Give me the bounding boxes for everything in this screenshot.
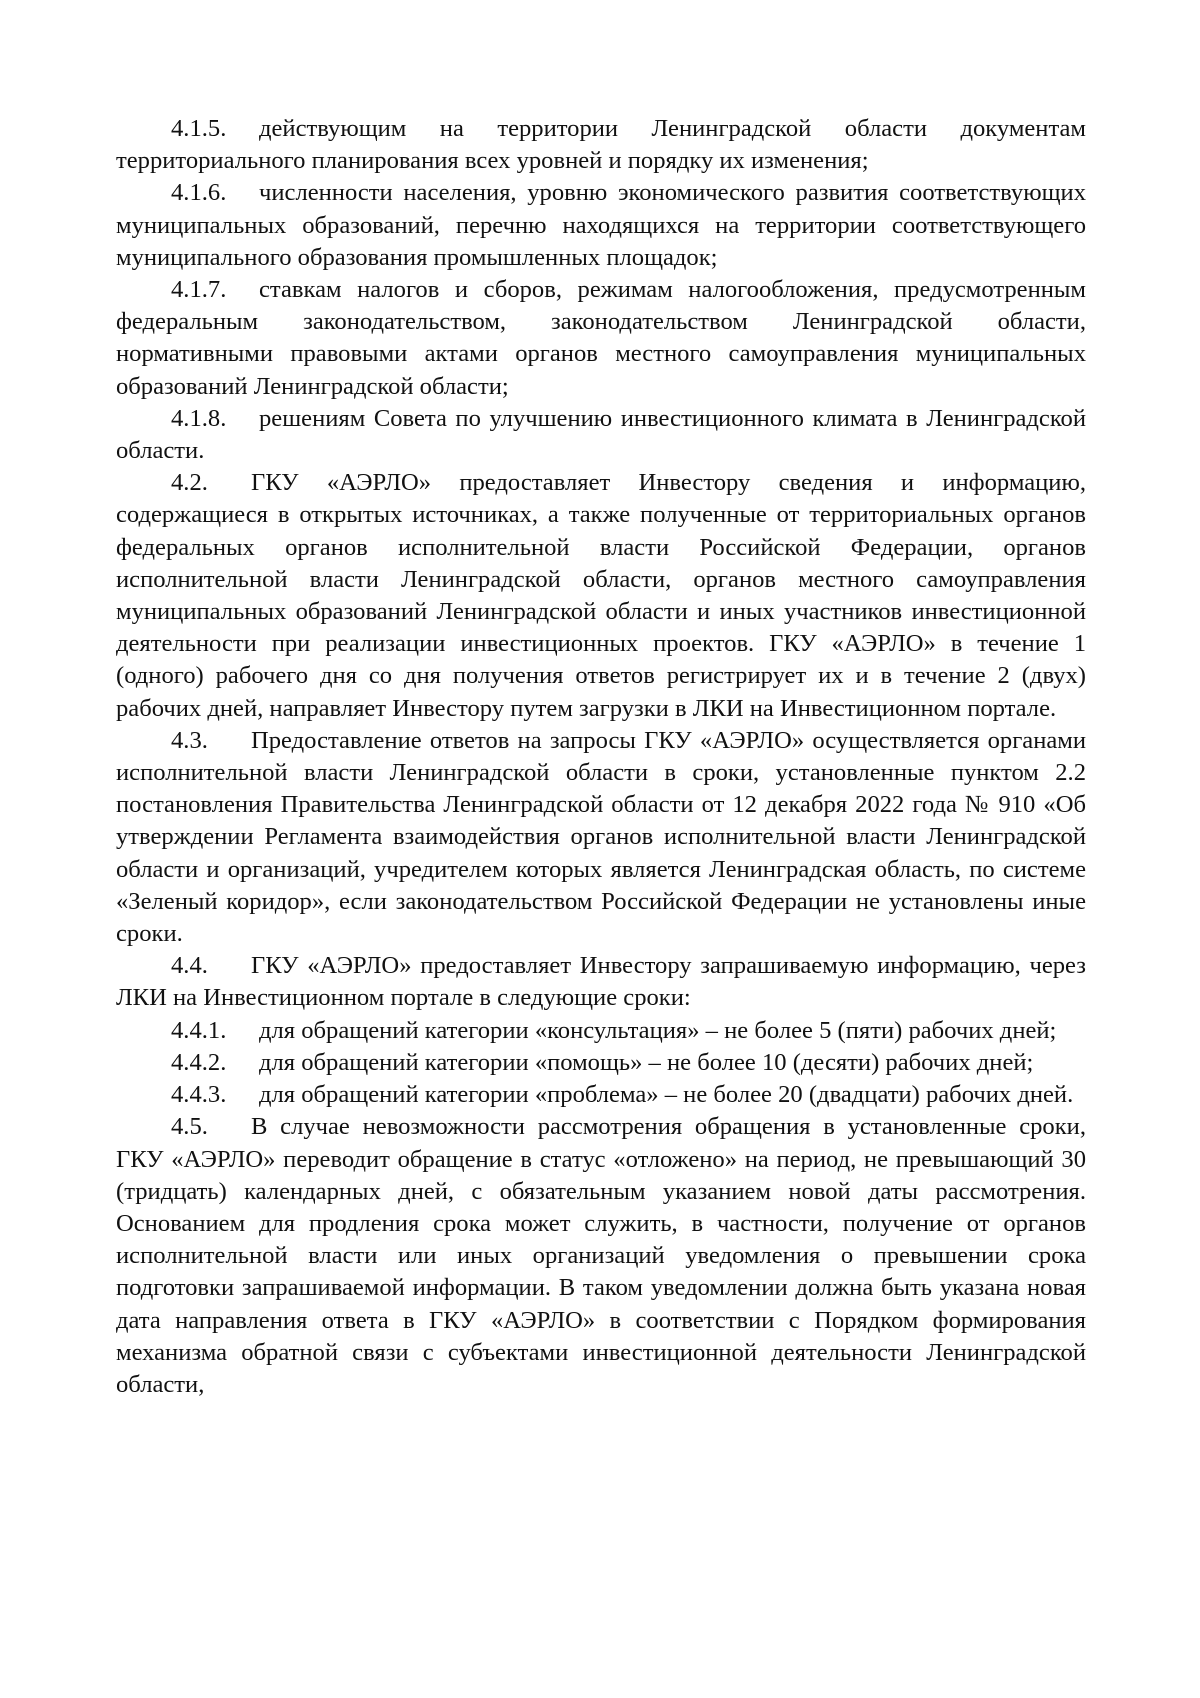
clause-text: для обращений категории «помощь» – не более 10 (десяти) рабочих дней; [259,1048,1034,1076]
clause-text: ГКУ «АЭРЛО» предоставляет Инвестору сведения и информацию, содержащиеся в открытых источниках, а также полученные от территориальных органов федеральных органов исполнительной власти Российской Федерации, органов исполнительной власти Ленинградской области, органов местного самоуправления муниципальных образований Ленинградской области и иных участников инвестиционной деятельности при реализации инвестиционных проектов. ГКУ «АЭРЛО» в течение 1 (одного) рабочего дня со дня получения ответов регистрирует их и в течение 2 (двух) рабочих дней, направляет Инвестору путем загрузки в ЛКИ на Инвестиционном портале. [116,469,1086,722]
clause-number: 4.1.5. [171,115,227,142]
paragraph-4-1-7 [116,274,1086,403]
clause-text: ГКУ «АЭРЛО» предоставляет Инвестору запрашиваемую информацию, через ЛКИ на Инвестиционном портале в следующие сроки: [116,952,1086,1012]
paragraph-4-2 [116,467,1086,725]
clause-number: 4.1.8. [171,404,227,432]
clause-number: 4.1.6. [171,179,227,207]
paragraph-4-1-5 [116,113,1086,177]
paragraph-4-1-6 [116,177,1086,274]
paragraph-4-4-1 [116,1015,1086,1047]
paragraph-4-5 [116,1111,1086,1401]
clause-number: 4.4.1. [171,1016,227,1044]
clause-text: Предоставление ответов на запросы ГКУ «АЭРЛО» осуществляется органами исполнительной власти Ленинградской области в сроки, установленные пунктом 2.2 постановления Правительства Ленинградской области от 12 декабря 2022 года № 910 «Об утверждении Регламента взаимодействия органов исполнительной власти Ленинградской области и организаций, учредителем которых является Ленинградская область, по системе «Зеленый коридор», если законодательством Российской Федерации не установлены иные сроки. [116,726,1086,948]
paragraph-4-1-8 [116,403,1086,467]
paragraph-4-4-2 [116,1047,1086,1079]
clause-number: 4.4.2. [171,1048,227,1076]
clause-number: 4.2. [171,469,208,497]
clause-text: для обращений категории «консультация» – не более 5 (пяти) рабочих дней; [259,1016,1057,1044]
clause-text: для обращений категории «проблема» – не более 20 (двадцати) рабочих дней. [259,1081,1074,1109]
document-page [116,113,1086,1401]
paragraph-4-4-3 [116,1079,1086,1111]
clause-number: 4.1.7. [171,276,227,304]
clause-text: решениям Совета по улучшению инвестиционного климата в Ленинградской области. [116,404,1086,465]
clause-text: В случае невозможности рассмотрения обращения в установленные сроки, ГКУ «АЭРЛО» переводит обращение в статус «отложено» на период, не превышающий 30 (тридцать) календарных дней, с обязательным указанием новой даты рассмотрения. Основанием для продления срока может служить, в частности, получение от органов исполнительной власти или иных организаций уведомления о превышении срока подготовки запрашиваемой информации. В таком уведомлении должна быть указана новая дата направления ответа в ГКУ «АЭРЛО» в соответствии с Порядком формирования механизма обратной связи с субъектами инвестиционной деятельности Ленинградской области, [116,1113,1086,1398]
clause-number: 4.4. [171,952,208,980]
clause-text: численности населения, уровню экономического развития соответствующих муниципальных образований, перечню находящихся на территории соответствующего муниципального образования промышленных площадок; [116,179,1086,271]
clause-number: 4.4.3. [171,1081,227,1109]
clause-number: 4.3. [171,726,208,754]
paragraph-4-4 [116,950,1086,1014]
paragraph-4-3 [116,725,1086,950]
clause-number: 4.5. [171,1113,208,1141]
clause-text: действующим на территории Ленинградской области документам территориального планирования всех уровней и порядку их изменения; [116,115,1086,175]
clause-text: ставкам налогов и сборов, режимам налогообложения, предусмотренным федеральным законодательством, законодательством Ленинградской области, нормативными правовыми актами органов местного самоуправления муниципальных образований Ленинградской области; [116,276,1086,400]
